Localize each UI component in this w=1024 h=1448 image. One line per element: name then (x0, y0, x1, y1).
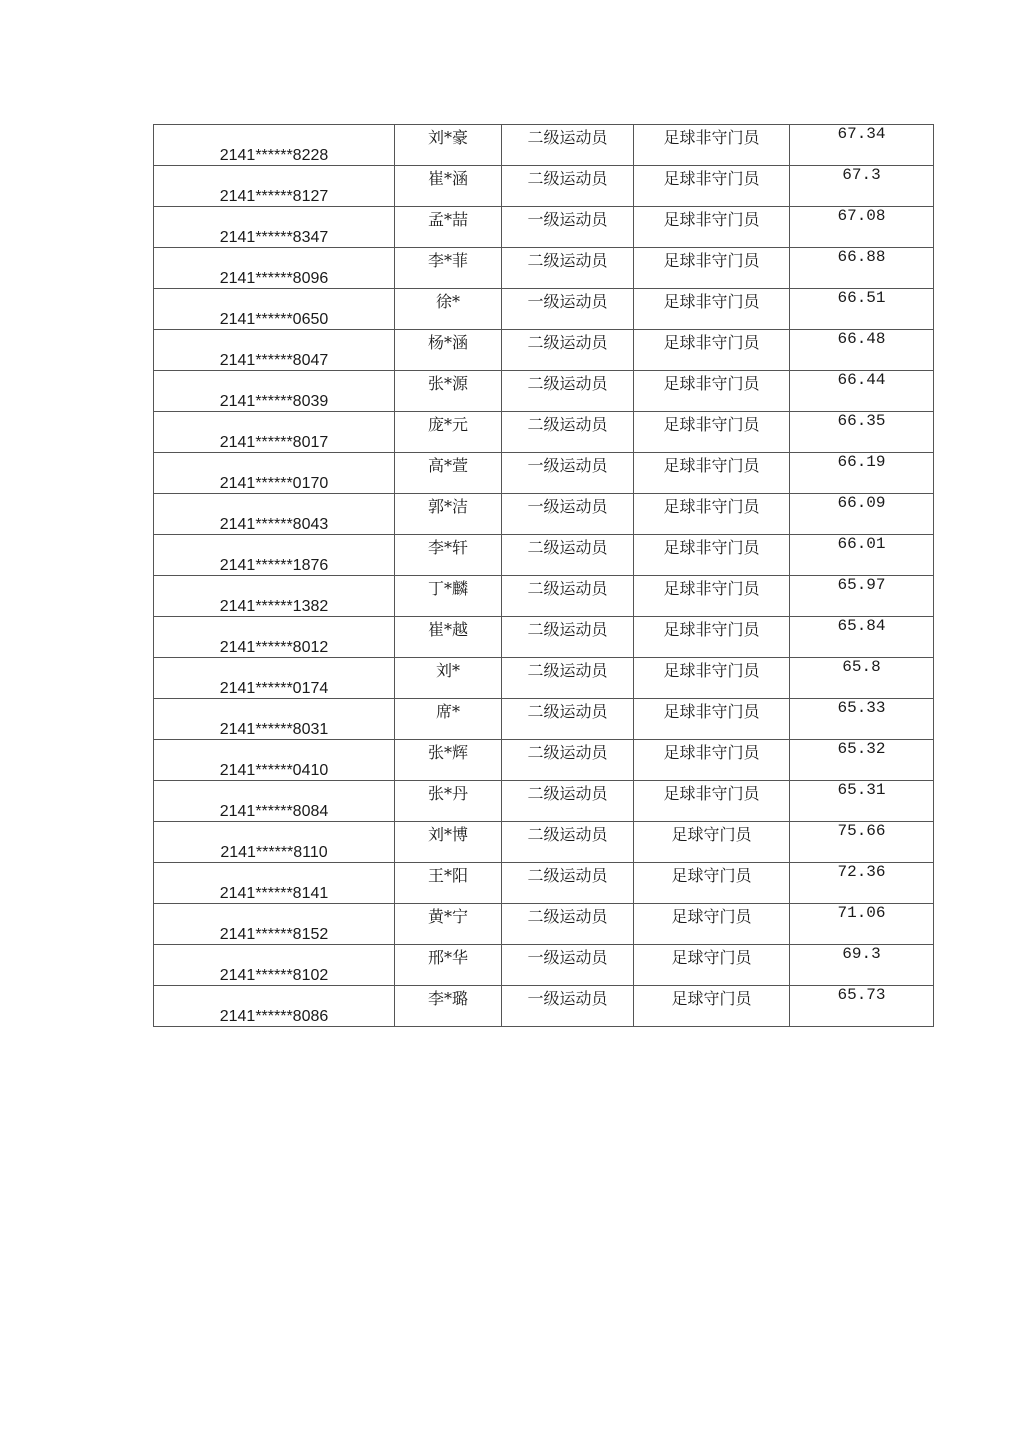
score-cell: 65.73 (790, 986, 934, 1027)
candidate-id-cell: 2141******0174 (154, 658, 395, 699)
athlete-level-cell: 一级运动员 (502, 494, 634, 535)
candidate-id-cell: 2141******1382 (154, 576, 395, 617)
athlete-level-cell: 二级运动员 (502, 535, 634, 576)
athlete-level-cell: 二级运动员 (502, 330, 634, 371)
event-cell: 足球非守门员 (634, 125, 790, 166)
candidate-id-cell: 2141******8228 (154, 125, 395, 166)
athlete-name-cell: 李*菲 (395, 248, 502, 289)
athlete-name-cell: 席* (395, 699, 502, 740)
table-row (154, 535, 934, 576)
athlete-name-cell: 刘*豪 (395, 125, 502, 166)
table-row (154, 576, 934, 617)
candidate-id-cell: 2141******8047 (154, 330, 395, 371)
event-cell: 足球非守门员 (634, 699, 790, 740)
candidate-id-cell: 2141******1876 (154, 535, 395, 576)
athlete-level-cell: 二级运动员 (502, 617, 634, 658)
event-cell: 足球非守门员 (634, 617, 790, 658)
score-cell: 72.36 (790, 863, 934, 904)
athlete-name-cell: 李*璐 (395, 986, 502, 1027)
candidate-id-cell: 2141******8141 (154, 863, 395, 904)
athlete-level-cell: 二级运动员 (502, 412, 634, 453)
score-cell: 66.88 (790, 248, 934, 289)
event-cell: 足球非守门员 (634, 658, 790, 699)
athlete-level-cell: 一级运动员 (502, 289, 634, 330)
table-row (154, 453, 934, 494)
athlete-level-cell: 二级运动员 (502, 166, 634, 207)
score-cell: 66.44 (790, 371, 934, 412)
table-row (154, 740, 934, 781)
athlete-score-table (153, 124, 934, 1027)
candidate-id-cell: 2141******8347 (154, 207, 395, 248)
event-cell: 足球非守门员 (634, 289, 790, 330)
event-cell: 足球守门员 (634, 863, 790, 904)
table-body (154, 125, 934, 1027)
event-cell: 足球非守门员 (634, 781, 790, 822)
table-row (154, 207, 934, 248)
athlete-name-cell: 张*丹 (395, 781, 502, 822)
table-row (154, 166, 934, 207)
athlete-name-cell: 张*辉 (395, 740, 502, 781)
event-cell: 足球非守门员 (634, 371, 790, 412)
event-cell: 足球守门员 (634, 945, 790, 986)
candidate-id-cell: 2141******8127 (154, 166, 395, 207)
candidate-id-cell: 2141******8152 (154, 904, 395, 945)
table-row (154, 371, 934, 412)
candidate-id-cell: 2141******0170 (154, 453, 395, 494)
athlete-name-cell: 张*源 (395, 371, 502, 412)
score-cell: 67.34 (790, 125, 934, 166)
athlete-level-cell: 二级运动员 (502, 371, 634, 412)
candidate-id-cell: 2141******8039 (154, 371, 395, 412)
candidate-id-cell: 2141******8110 (154, 822, 395, 863)
athlete-level-cell: 一级运动员 (502, 453, 634, 494)
candidate-id-cell: 2141******8017 (154, 412, 395, 453)
athlete-name-cell: 刘*博 (395, 822, 502, 863)
athlete-name-cell: 高*萱 (395, 453, 502, 494)
table-row (154, 822, 934, 863)
score-cell: 65.32 (790, 740, 934, 781)
athlete-name-cell: 徐* (395, 289, 502, 330)
score-cell: 67.3 (790, 166, 934, 207)
table-row (154, 412, 934, 453)
table-row (154, 945, 934, 986)
athlete-name-cell: 邢*华 (395, 945, 502, 986)
athlete-name-cell: 李*轩 (395, 535, 502, 576)
event-cell: 足球守门员 (634, 904, 790, 945)
candidate-id-cell: 2141******8096 (154, 248, 395, 289)
score-cell: 66.19 (790, 453, 934, 494)
score-cell: 65.97 (790, 576, 934, 617)
table-row (154, 289, 934, 330)
athlete-level-cell: 二级运动员 (502, 248, 634, 289)
table-row (154, 494, 934, 535)
athlete-name-cell: 刘* (395, 658, 502, 699)
athlete-name-cell: 孟*喆 (395, 207, 502, 248)
athlete-level-cell: 二级运动员 (502, 658, 634, 699)
athlete-level-cell: 一级运动员 (502, 986, 634, 1027)
candidate-id-cell: 2141******0650 (154, 289, 395, 330)
athlete-level-cell: 二级运动员 (502, 822, 634, 863)
athlete-level-cell: 一级运动员 (502, 207, 634, 248)
table-row (154, 863, 934, 904)
table-row (154, 781, 934, 822)
athlete-level-cell: 二级运动员 (502, 863, 634, 904)
athlete-level-cell: 一级运动员 (502, 945, 634, 986)
candidate-id-cell: 2141******8012 (154, 617, 395, 658)
score-cell: 66.01 (790, 535, 934, 576)
athlete-level-cell: 二级运动员 (502, 740, 634, 781)
table-row (154, 125, 934, 166)
score-cell: 75.66 (790, 822, 934, 863)
athlete-level-cell: 二级运动员 (502, 904, 634, 945)
table-row (154, 330, 934, 371)
event-cell: 足球非守门员 (634, 535, 790, 576)
athlete-level-cell: 二级运动员 (502, 125, 634, 166)
athlete-name-cell: 丁*麟 (395, 576, 502, 617)
candidate-id-cell: 2141******8086 (154, 986, 395, 1027)
athlete-level-cell: 二级运动员 (502, 781, 634, 822)
score-cell: 66.09 (790, 494, 934, 535)
score-cell: 67.08 (790, 207, 934, 248)
score-cell: 66.48 (790, 330, 934, 371)
candidate-id-cell: 2141******8084 (154, 781, 395, 822)
event-cell: 足球非守门员 (634, 412, 790, 453)
event-cell: 足球非守门员 (634, 494, 790, 535)
event-cell: 足球非守门员 (634, 453, 790, 494)
athlete-name-cell: 黄*宁 (395, 904, 502, 945)
table-row (154, 617, 934, 658)
event-cell: 足球守门员 (634, 986, 790, 1027)
score-cell: 71.06 (790, 904, 934, 945)
athlete-name-cell: 郭*洁 (395, 494, 502, 535)
athlete-name-cell: 杨*涵 (395, 330, 502, 371)
event-cell: 足球非守门员 (634, 740, 790, 781)
athlete-name-cell: 庞*元 (395, 412, 502, 453)
event-cell: 足球守门员 (634, 822, 790, 863)
score-cell: 65.8 (790, 658, 934, 699)
event-cell: 足球非守门员 (634, 207, 790, 248)
score-cell: 65.84 (790, 617, 934, 658)
athlete-level-cell: 二级运动员 (502, 576, 634, 617)
table-row (154, 658, 934, 699)
candidate-id-cell: 2141******0410 (154, 740, 395, 781)
athlete-name-cell: 崔*越 (395, 617, 502, 658)
score-cell: 66.35 (790, 412, 934, 453)
event-cell: 足球非守门员 (634, 576, 790, 617)
athlete-level-cell: 二级运动员 (502, 699, 634, 740)
score-cell: 66.51 (790, 289, 934, 330)
candidate-id-cell: 2141******8102 (154, 945, 395, 986)
candidate-id-cell: 2141******8043 (154, 494, 395, 535)
table-row (154, 699, 934, 740)
table-row (154, 986, 934, 1027)
table-row (154, 248, 934, 289)
event-cell: 足球非守门员 (634, 166, 790, 207)
event-cell: 足球非守门员 (634, 330, 790, 371)
event-cell: 足球非守门员 (634, 248, 790, 289)
score-cell: 69.3 (790, 945, 934, 986)
table-row (154, 904, 934, 945)
athlete-name-cell: 王*阳 (395, 863, 502, 904)
score-cell: 65.31 (790, 781, 934, 822)
score-cell: 65.33 (790, 699, 934, 740)
athlete-name-cell: 崔*涵 (395, 166, 502, 207)
candidate-id-cell: 2141******8031 (154, 699, 395, 740)
